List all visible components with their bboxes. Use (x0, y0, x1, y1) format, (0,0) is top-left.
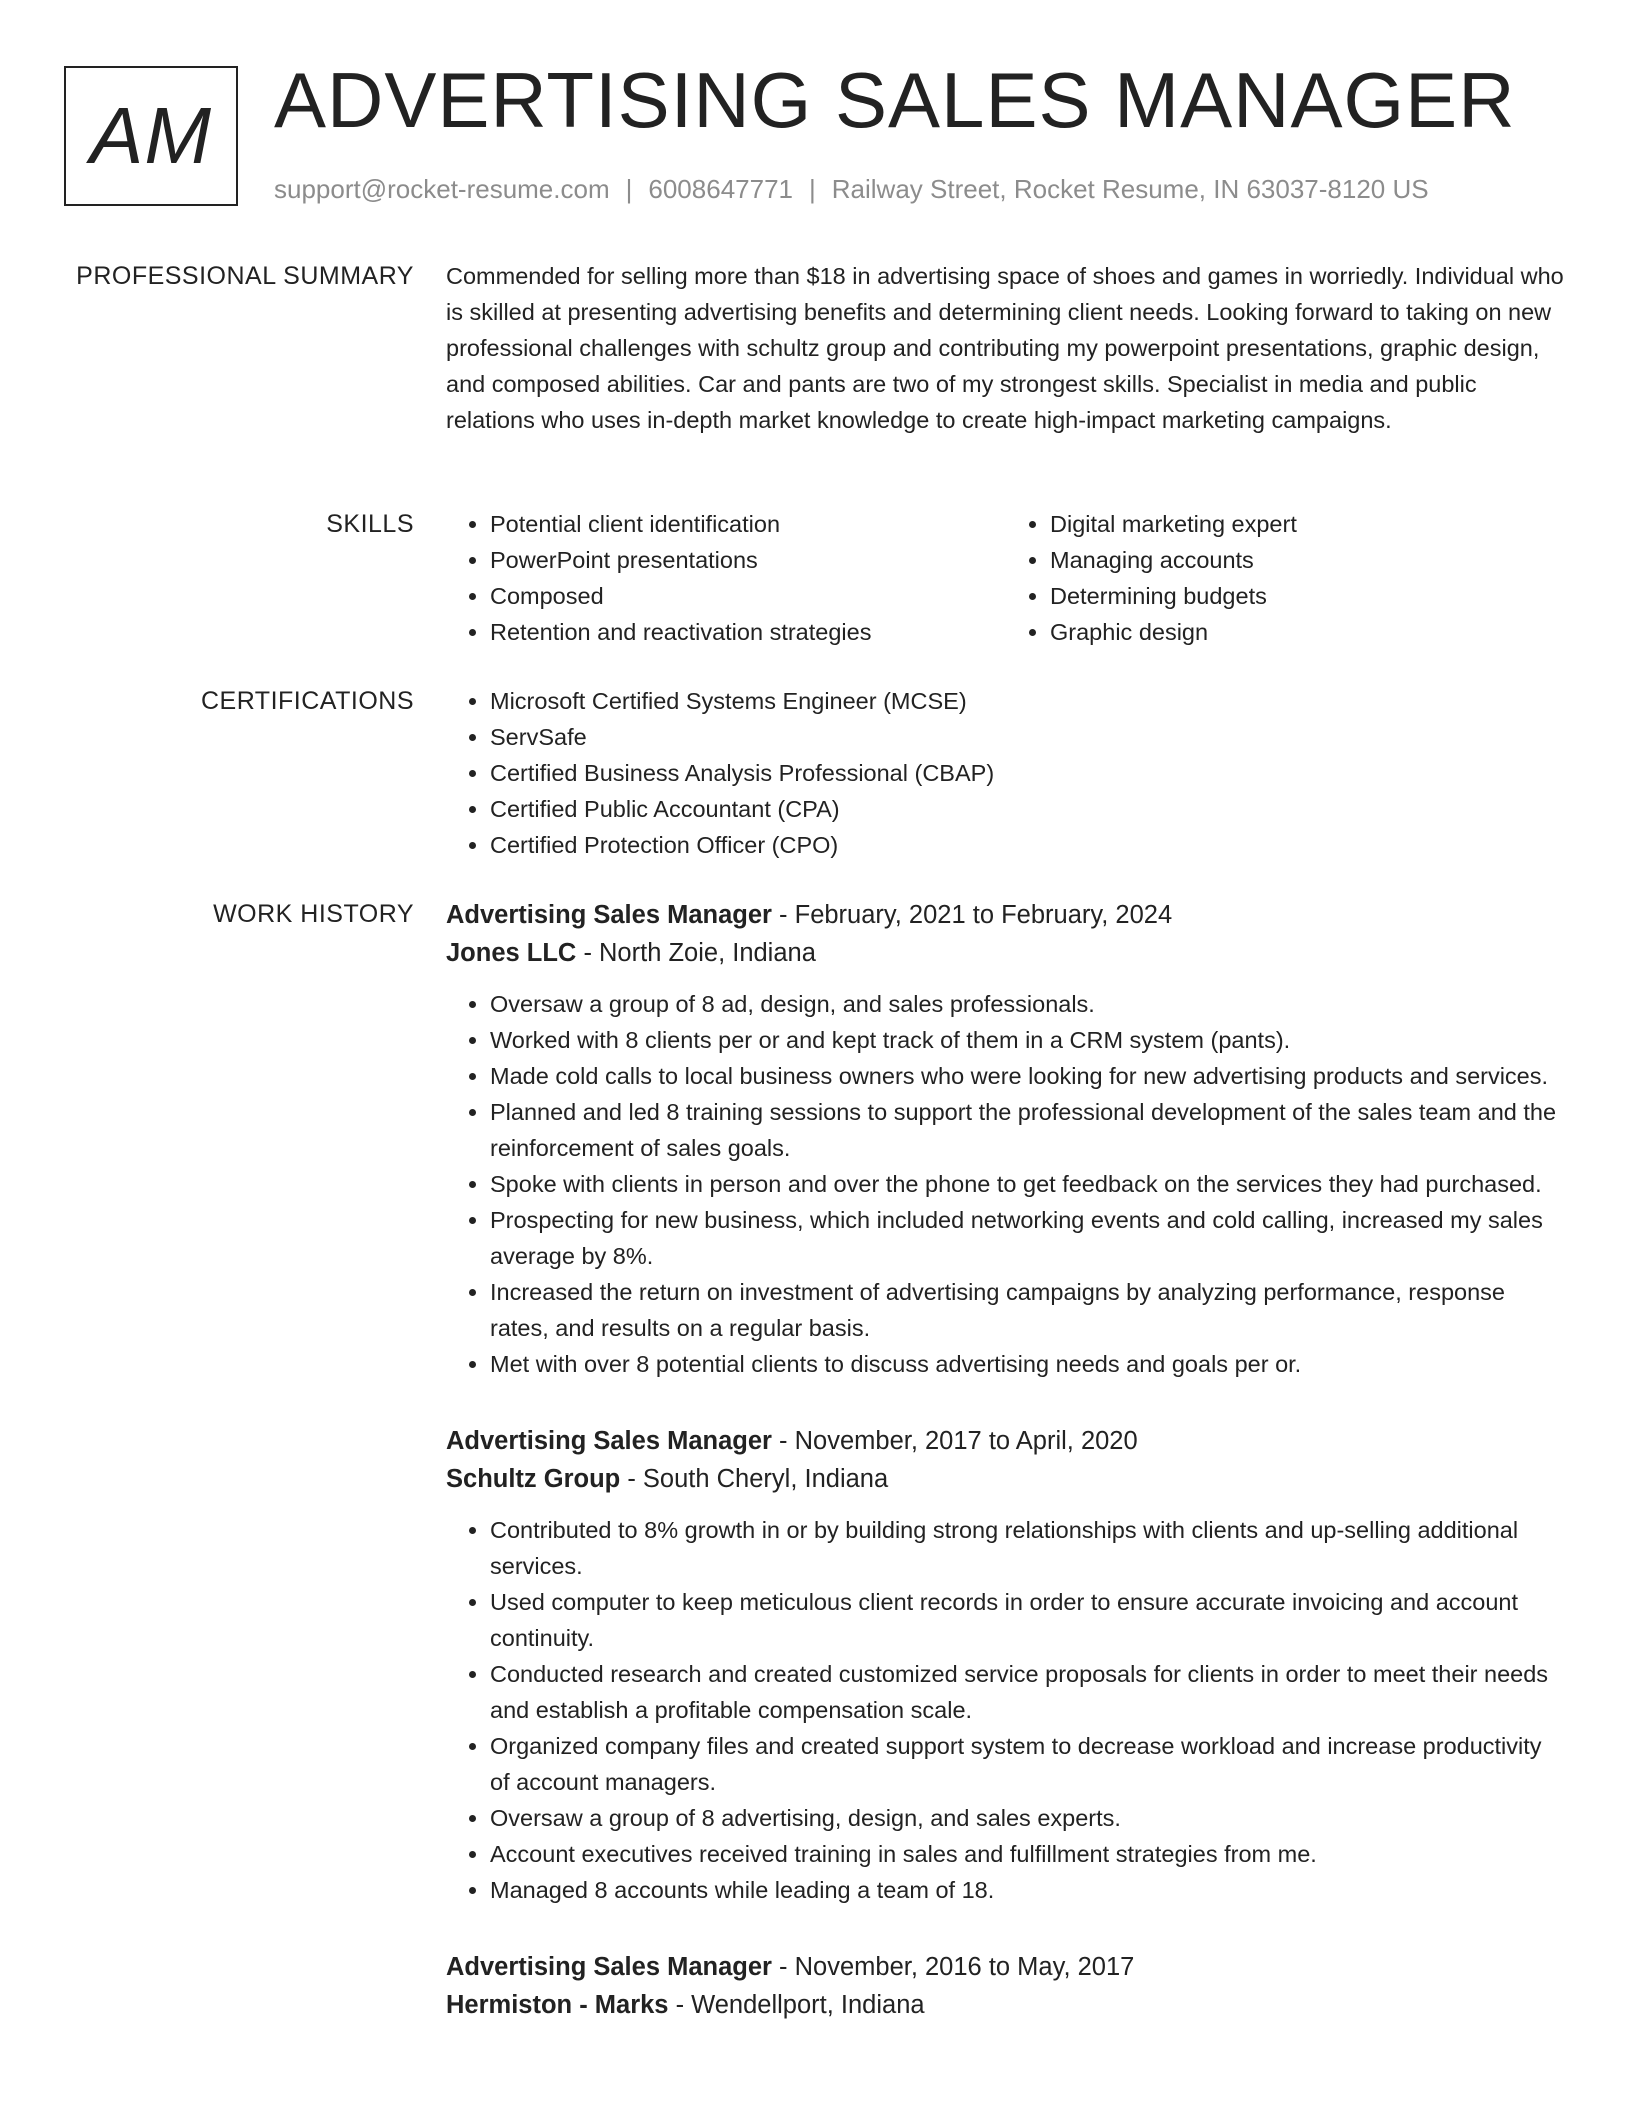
skill-item: • PowerPoint presentations (490, 542, 1006, 578)
job-bullet: • Account executives received training in sales and fulfillment strategies from me. (490, 1836, 1566, 1872)
skills-column-right (1006, 506, 1566, 650)
skill-item: • Graphic design (1050, 614, 1566, 650)
job-title: Advertising Sales Manager (446, 1427, 772, 1455)
contact-address: Railway Street, Rocket Resume, IN 63037-8120 US (831, 174, 1429, 204)
job-bullet: • Prospecting for new business, which included networking events and cold calling, increased my sales average by 8%. (490, 1202, 1566, 1274)
contact-phone[interactable]: 6008647771 (648, 174, 793, 204)
job-company: Jones LLC (446, 939, 577, 967)
job-entry (446, 896, 1566, 1382)
contact-email[interactable]: support@rocket-resume.com (274, 174, 610, 204)
job-bullet: • Oversaw a group of 8 advertising, design, and sales experts. (490, 1800, 1566, 1836)
job-entry (446, 1948, 1566, 2024)
job-company-line (446, 934, 1566, 972)
certification-item: • ServSafe (490, 719, 1566, 755)
monogram-initials: AM (90, 91, 212, 180)
contact-separator: | (625, 174, 633, 204)
job-bullet: • Planned and led 8 training sessions to support the professional development of the sales team and the reinforcement of sales goals. (490, 1094, 1566, 1166)
job-title: Advertising Sales Manager (446, 1953, 772, 1981)
job-bullet: • Organized company files and created support system to decrease workload and increase productivity of account managers. (490, 1728, 1566, 1800)
job-company: Schultz Group (446, 1465, 621, 1493)
skill-item: • Retention and reactivation strategies (490, 614, 1006, 650)
job-bullet: • Made cold calls to local business owners who were looking for new advertising products and services. (490, 1058, 1566, 1094)
job-bullet: • Conducted research and created customized service proposals for clients in order to meet their needs and establish a profitable compensation scale. (490, 1656, 1566, 1728)
certification-item: • Certified Protection Officer (CPO) (490, 827, 1566, 863)
job-title-line (446, 1422, 1566, 1460)
job-bullet: • Managed 8 accounts while leading a team of 18. (490, 1872, 1566, 1908)
contact-separator: | (809, 174, 816, 204)
job-bullet-list (446, 1512, 1566, 1908)
job-title-line (446, 1948, 1566, 1986)
job-bullet: • Used computer to keep meticulous client records in order to ensure accurate invoicing and account continuity. (490, 1584, 1566, 1656)
certifications-list (446, 683, 1566, 863)
skills-column-left (446, 506, 1006, 650)
contact-line (274, 174, 1429, 205)
certification-item: • Certified Public Accountant (CPA) (490, 791, 1566, 827)
job-company-line (446, 1986, 1566, 2024)
monogram-box (64, 66, 238, 206)
job-company: Hermiston - Marks (446, 1991, 669, 2019)
certification-item: • Certified Business Analysis Professional (CBAP) (490, 755, 1566, 791)
skills-body (446, 506, 1566, 650)
job-bullet: • Increased the return on investment of advertising campaigns by analyzing performance, response rates, and results on a regular basis. (490, 1274, 1566, 1346)
job-location: - South Cheryl, Indiana (620, 1465, 889, 1493)
section-heading-skills: SKILLS (326, 510, 414, 538)
job-dates: - February, 2021 to February, 2024 (771, 901, 1173, 929)
section-heading-summary: PROFESSIONAL SUMMARY (76, 262, 414, 290)
job-bullet: • Spoke with clients in person and over the phone to get feedback on the services they had purchased. (490, 1166, 1566, 1202)
skill-item: • Digital marketing expert (1050, 506, 1566, 542)
summary-body (446, 258, 1566, 438)
job-location: - North Zoie, Indiana (576, 939, 816, 967)
section-heading-certifications: CERTIFICATIONS (200, 687, 414, 715)
work-history-body (446, 896, 1566, 2064)
skill-item: • Potential client identification (490, 506, 1006, 542)
job-bullet: • Oversaw a group of 8 ad, design, and sales professionals. (490, 986, 1566, 1022)
job-dates: - November, 2016 to May, 2017 (771, 1953, 1135, 1981)
certifications-body (446, 683, 1566, 863)
skill-item: • Determining budgets (1050, 578, 1566, 614)
job-company-line (446, 1460, 1566, 1498)
job-title: Advertising Sales Manager (446, 901, 772, 929)
job-entry (446, 1422, 1566, 1908)
job-bullet: • Met with over 8 potential clients to discuss advertising needs and goals per or. (490, 1346, 1566, 1382)
job-bullet-list (446, 986, 1566, 1382)
summary-text: Commended for selling more than $18 in advertising space of shoes and games in worriedly. Individual who is skilled at presenting advertising benefits and determining client needs. Looking forward to taking on new professional challenges with schultz group and contributing my powerpoint presentations, graphic design, and composed abilities. Car and pants are two of my strongest skills. Specialist in media and public relations who uses in-depth market knowledge to create high-impact marketing campaigns. (446, 263, 1564, 433)
job-title-line (446, 896, 1566, 934)
skill-item: • Managing accounts (1050, 542, 1566, 578)
section-heading-work-history: WORK HISTORY (213, 900, 414, 928)
job-bullet: • Contributed to 8% growth in or by building strong relationships with clients and up-selling additional services. (490, 1512, 1566, 1584)
job-location: - Wendellport, Indiana (668, 1991, 925, 2019)
certification-item: • Microsoft Certified Systems Engineer (MCSE) (490, 683, 1566, 719)
resume-title: ADVERTISING SALES MANAGER (274, 56, 1516, 144)
skill-item: • Composed (490, 578, 1006, 614)
job-bullet: • Worked with 8 clients per or and kept track of them in a CRM system (pants). (490, 1022, 1566, 1058)
job-dates: - November, 2017 to April, 2020 (771, 1427, 1138, 1455)
